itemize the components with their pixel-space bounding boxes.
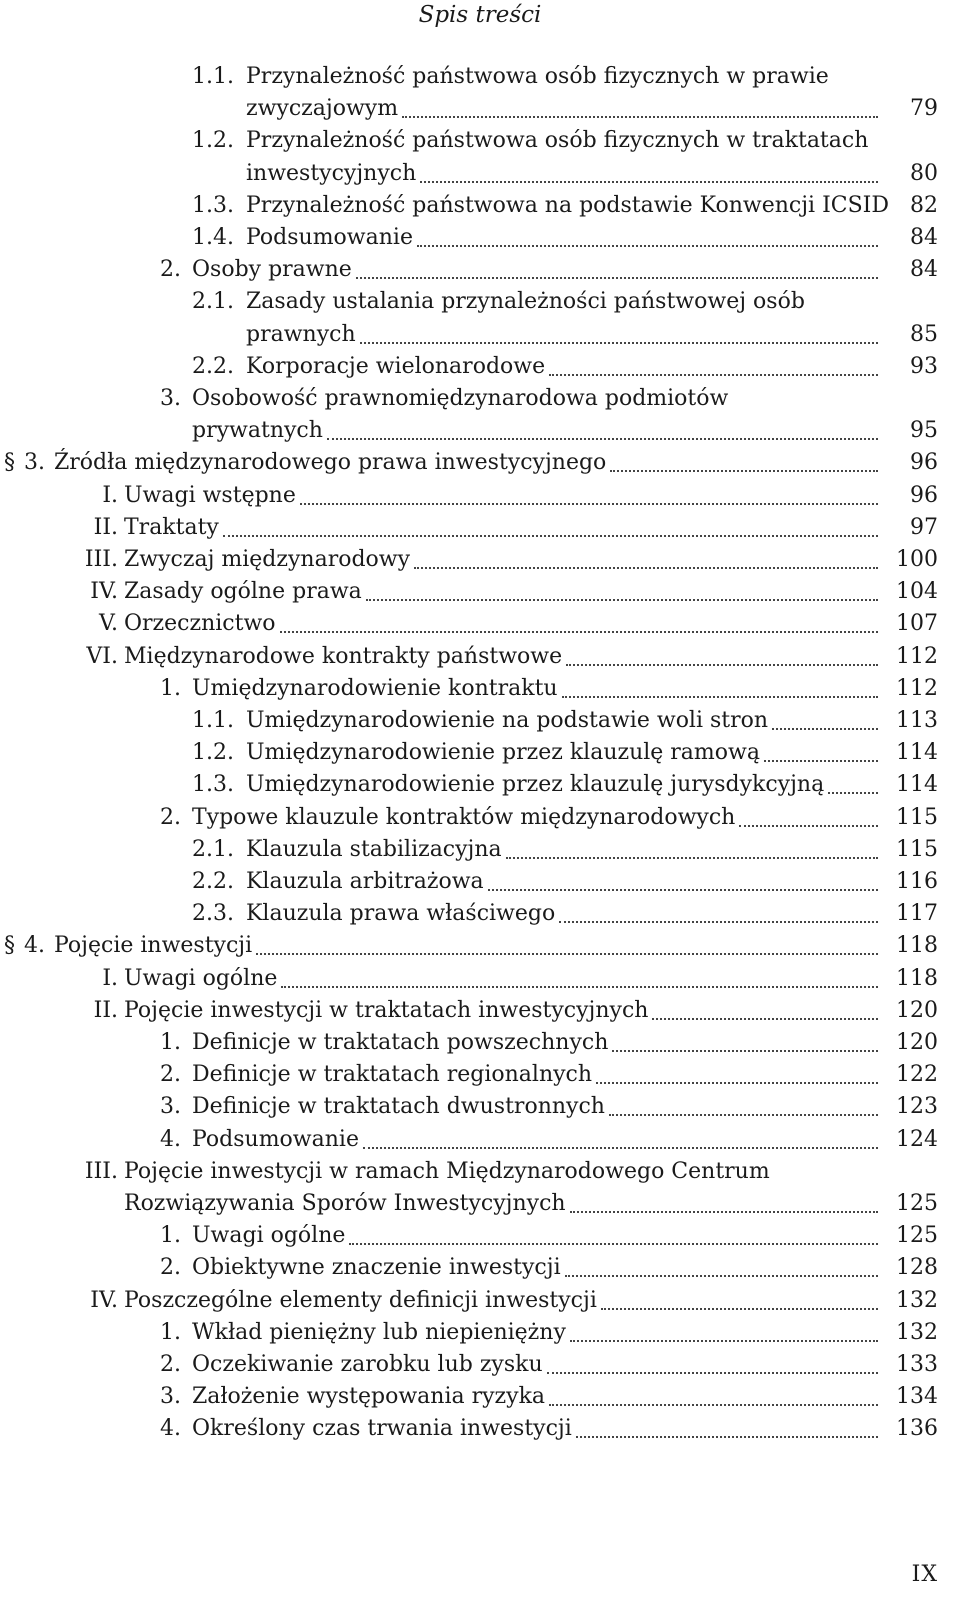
toc-entry-number: 2.2. [192, 353, 234, 379]
toc-entry-number: 2.1. [192, 289, 234, 315]
toc-entry-number: 1.1. [192, 64, 234, 89]
toc-page-number: 84 [910, 257, 938, 283]
toc-entry-title: Podsumowanie [246, 225, 413, 250]
dot-leader [549, 374, 878, 376]
toc-entry[interactable] [0, 384, 960, 448]
toc-page-number: 96 [910, 450, 938, 476]
toc-page-number: 112 [896, 643, 938, 669]
toc-entry-title: Klauzula prawa właściwego [246, 901, 556, 927]
toc-page-number: 115 [896, 836, 938, 862]
toc-page-number: 80 [910, 160, 938, 186]
toc-entry[interactable] [0, 996, 960, 1028]
toc-entry-number: 1. [160, 1319, 181, 1345]
dot-leader [281, 986, 878, 988]
toc-entry-title: Założenie występowania ryzyka [192, 1384, 546, 1410]
dot-leader [612, 1050, 878, 1052]
toc-entry[interactable] [0, 1414, 960, 1446]
dot-leader [610, 470, 878, 472]
dot-leader [739, 825, 878, 827]
dot-leader [300, 503, 878, 505]
toc-entry[interactable] [0, 1092, 960, 1124]
dot-leader [280, 631, 878, 633]
toc-entry[interactable] [0, 481, 960, 513]
toc-entry[interactable] [0, 513, 960, 545]
toc-entry[interactable] [0, 1318, 960, 1350]
toc-entry-number: 1. [160, 1223, 181, 1249]
toc-page-number: 125 [896, 1190, 938, 1216]
dot-leader [327, 438, 878, 440]
toc-entry-title: Przynależność państwowa na podstawie Konwencji ICSID [246, 192, 889, 218]
section-symbol: § [4, 450, 15, 476]
toc-entry-number: III. [84, 547, 118, 572]
toc-page-number: 107 [896, 611, 938, 637]
dot-leader [256, 953, 878, 955]
dot-leader [652, 1018, 878, 1020]
toc-page-number: 122 [896, 1062, 938, 1088]
toc-page-number: 133 [896, 1352, 938, 1377]
toc-entry-number: 1. [160, 675, 181, 701]
toc-page-number: 132 [896, 1287, 938, 1313]
toc-entry-title: Przynależność państwowa osób fizycznych w prawie [246, 64, 829, 89]
toc-entry-title: Umiędzynarodowienie przez klauzulę ramową [246, 740, 760, 766]
toc-entry-title: Umiędzynarodowienie na podstawie woli stron [246, 708, 769, 733]
toc-entry-number: II. [93, 514, 118, 540]
dot-leader [420, 181, 878, 183]
dot-leader [360, 342, 878, 344]
toc-entry-title: Uwagi ogólne [192, 1223, 346, 1249]
toc-entry-title: Zasady ogólne prawa [124, 579, 362, 605]
toc-entry-title: prawnych [246, 321, 356, 347]
toc-entry-number: I. [102, 482, 118, 508]
toc-entry-number: IV. [90, 1287, 118, 1313]
toc-entry-title: Korporacje wielonarodowe [246, 353, 546, 379]
toc-entry[interactable] [0, 1157, 960, 1221]
toc-entry-number: 1.2. [192, 128, 234, 154]
toc-entry[interactable] [0, 931, 960, 963]
toc-page-number: 115 [896, 804, 938, 830]
toc-entry-title: Umiędzynarodowienie przez klauzulę jurysdykcyjną [246, 772, 825, 798]
toc-entry-number: 3. [24, 450, 45, 476]
toc-entry-number: 1.3. [192, 192, 234, 218]
dot-leader [363, 1147, 878, 1149]
toc-entry[interactable] [0, 1286, 960, 1318]
toc-entry-number: 1.2. [192, 740, 234, 766]
toc-entry-title: zwyczajowym [246, 96, 399, 122]
toc-entry-number: 2. [160, 1352, 181, 1377]
toc-entry[interactable] [0, 1253, 960, 1285]
dot-leader [596, 1082, 878, 1084]
toc-entry-number: 2.2. [192, 869, 234, 894]
toc-entry-title: inwestycyjnych [246, 160, 417, 186]
toc-entry[interactable] [0, 867, 960, 899]
toc-entry-number: 1.3. [192, 772, 234, 798]
toc-entry[interactable] [0, 1125, 960, 1157]
toc-entry-number: 4. [160, 1416, 181, 1442]
dot-leader [601, 1308, 878, 1310]
toc-entry[interactable] [0, 803, 960, 835]
toc-page-number: 112 [896, 675, 938, 701]
toc-entry[interactable] [0, 674, 960, 706]
toc-entry-title: Wkład pieniężny lub niepieniężny [192, 1319, 566, 1345]
toc-entry[interactable] [0, 706, 960, 738]
toc-page-number: 125 [896, 1223, 938, 1249]
toc-entry-number: II. [93, 997, 118, 1023]
toc-entry-number: 4. [160, 1126, 181, 1152]
toc-page-number: 114 [896, 740, 938, 766]
toc-entry-number: 3. [160, 386, 181, 411]
dot-leader [570, 1340, 878, 1342]
toc-entry-number: 1.1. [192, 708, 234, 733]
toc-entry-title: Zwyczaj międzynarodowy [124, 547, 411, 572]
dot-leader [402, 116, 878, 118]
toc-entry[interactable] [0, 642, 960, 674]
toc-entry[interactable] [0, 352, 960, 384]
toc-entry-title: Zasady ustalania przynależności państwowej osób [246, 289, 805, 315]
toc-page-number: 116 [896, 869, 938, 894]
toc-entry[interactable] [0, 287, 960, 351]
toc-entry[interactable] [0, 609, 960, 641]
toc-entry-number: V. [98, 611, 118, 637]
toc-entry[interactable] [0, 835, 960, 867]
toc-entry-title: Międzynarodowe kontrakty państwowe [124, 643, 563, 669]
page-folio: IX [911, 1562, 938, 1587]
toc-entry-title: Uwagi wstępne [124, 482, 296, 508]
toc-entry[interactable] [0, 1382, 960, 1414]
toc-page-number: 96 [910, 482, 938, 508]
toc-entry-number: 2. [160, 257, 181, 283]
toc-entry-title: Umiędzynarodowienie kontraktu [192, 675, 558, 701]
dot-leader [349, 1243, 878, 1245]
toc-page-number: 136 [896, 1416, 938, 1442]
toc-entry-title: Pojęcie inwestycji w traktatach inwestycyjnych [124, 997, 649, 1023]
toc-page-number: 95 [910, 418, 938, 444]
dot-leader [547, 1372, 878, 1374]
toc-page-number: 123 [896, 1094, 938, 1120]
toc-page-number: 82 [910, 192, 938, 218]
toc-page-number: 134 [896, 1384, 938, 1410]
toc-entry-title: Pojęcie inwestycji w ramach Międzynarodowego Centrum [124, 1158, 770, 1184]
toc-entry[interactable] [0, 1350, 960, 1382]
toc-entry-number: 2. [160, 1062, 181, 1088]
toc-page-number: 128 [896, 1255, 938, 1281]
toc-title: Spis treści [418, 2, 542, 28]
toc-entry[interactable] [0, 738, 960, 770]
toc-page-number: 97 [910, 514, 938, 540]
toc-entry[interactable] [0, 62, 960, 126]
dot-leader [772, 728, 878, 730]
toc-page-number: 124 [896, 1126, 938, 1152]
toc-entry[interactable] [0, 255, 960, 287]
toc-entry-number: 3. [160, 1094, 181, 1120]
dot-leader [414, 567, 878, 569]
toc-entry-title: Traktaty [124, 514, 219, 540]
toc-entry-title: prywatnych [192, 418, 323, 444]
toc-page-number: 84 [910, 225, 938, 250]
dot-leader [565, 1275, 878, 1277]
dot-leader [417, 245, 878, 247]
dot-leader [506, 857, 878, 859]
dot-leader [488, 889, 878, 891]
toc-entry-title: Rozwiązywania Sporów Inwestycyjnych [124, 1190, 566, 1216]
toc-entry-number: III. [84, 1158, 118, 1184]
toc-page-number: 120 [896, 1030, 938, 1055]
toc-entry-title: Orzecznictwo [124, 611, 276, 637]
toc-entry-number: 2. [160, 1255, 181, 1281]
toc-page-number: 120 [896, 997, 938, 1023]
toc-entry-title: Uwagi ogólne [124, 965, 278, 991]
toc-entry[interactable] [0, 577, 960, 609]
section-symbol: § [4, 933, 15, 959]
dot-leader [562, 696, 878, 698]
toc-entry-title: Oczekiwanie zarobku lub zysku [192, 1352, 543, 1377]
toc-entry-title: Przynależność państwowa osób fizycznych w traktatach [246, 128, 869, 154]
toc-page-number: 79 [910, 96, 938, 122]
toc-page-number: 114 [896, 772, 938, 798]
toc-entry-title: Obiektywne znaczenie inwestycji [192, 1255, 561, 1281]
page-header [0, 0, 960, 30]
dot-leader [549, 1404, 878, 1406]
toc-entry[interactable] [0, 223, 960, 255]
toc-entry[interactable] [0, 545, 960, 577]
toc-page-number: 118 [896, 965, 938, 991]
toc-entry[interactable] [0, 448, 960, 480]
toc-entry-number: 2.1. [192, 836, 234, 862]
toc-entry-number: 2. [160, 804, 181, 830]
dot-leader [356, 277, 878, 279]
toc-entry-title: Klauzula stabilizacyjna [246, 836, 502, 862]
toc-entry-number: 4. [24, 933, 45, 959]
toc-entry[interactable] [0, 191, 960, 223]
toc-entry-title: Definicje w traktatach dwustronnych [192, 1094, 605, 1120]
toc-entry-title: Definicje w traktatach regionalnych [192, 1062, 593, 1088]
dot-leader [609, 1114, 878, 1116]
toc-page-number: 93 [910, 353, 938, 379]
toc-page-number: 117 [896, 901, 938, 927]
toc-entry-number: 1.4. [192, 225, 234, 250]
toc-entry-title: Typowe klauzule kontraktów międzynarodowych [192, 804, 736, 830]
toc-page-number: 85 [910, 321, 938, 347]
toc-page-number: 132 [896, 1319, 938, 1345]
toc-entry[interactable] [0, 1060, 960, 1092]
toc-entry-title: Poszczególne elementy definicji inwestycji [124, 1287, 597, 1313]
toc-entry-title: Klauzula arbitrażowa [246, 869, 484, 894]
dot-leader [566, 664, 878, 666]
toc-entry-title: Źródła międzynarodowego prawa inwestycyjnego [54, 450, 607, 476]
toc-entry[interactable] [0, 964, 960, 996]
toc-entry-number: VI. [86, 643, 118, 669]
toc-page-number: 118 [896, 933, 938, 959]
dot-leader [366, 599, 878, 601]
toc-page-number: 104 [896, 579, 938, 605]
dot-leader [828, 792, 878, 794]
toc-page-number: 100 [896, 547, 938, 572]
toc-page-number: 113 [896, 708, 938, 733]
toc-entry-title: Osobowość prawnomiędzynarodowa podmiotów [192, 386, 729, 411]
toc-entry-number: 1. [160, 1030, 181, 1055]
toc-entry[interactable] [0, 126, 960, 190]
toc-entry-number: IV. [90, 579, 118, 605]
dot-leader [559, 921, 878, 923]
toc-entry-number: 3. [160, 1384, 181, 1410]
toc-entry-title: Definicje w traktatach powszechnych [192, 1030, 609, 1055]
toc-entry[interactable] [0, 899, 960, 931]
dot-leader [570, 1211, 878, 1213]
toc-entry-title: Osoby prawne [192, 257, 352, 283]
dot-leader [576, 1436, 878, 1438]
toc-entry[interactable] [0, 1221, 960, 1253]
dot-leader [223, 535, 878, 537]
toc-entry-number: I. [102, 965, 118, 991]
dot-leader [764, 760, 878, 762]
toc-entry-number: 2.3. [192, 901, 234, 927]
toc-entry-title: Określony czas trwania inwestycji [192, 1416, 572, 1442]
toc-entry[interactable] [0, 770, 960, 802]
toc-entry-title: Pojęcie inwestycji [54, 933, 253, 959]
toc-entry[interactable] [0, 1028, 960, 1060]
toc-entry-title: Podsumowanie [192, 1126, 359, 1152]
